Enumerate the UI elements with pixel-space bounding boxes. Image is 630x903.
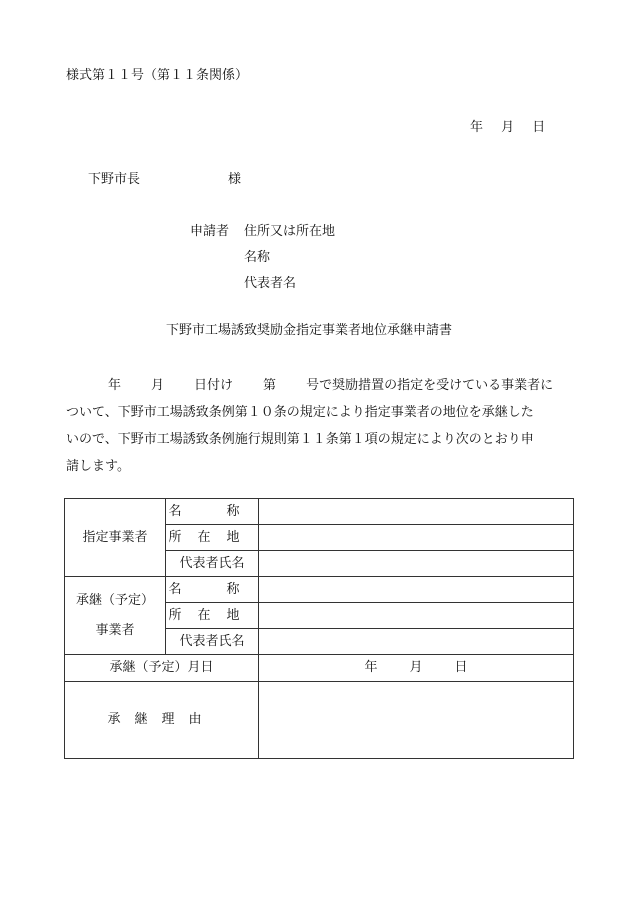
designated-label: 指定事業者 bbox=[82, 529, 148, 545]
succession-reason-value[interactable] bbox=[259, 682, 574, 759]
successor-name-label: 名 称 bbox=[166, 577, 259, 603]
table-row bbox=[65, 682, 574, 759]
table-row bbox=[65, 499, 574, 525]
designated-name-value[interactable] bbox=[259, 499, 574, 525]
applicant-name-label: 名称 bbox=[244, 250, 271, 265]
body-month: 月 bbox=[151, 378, 165, 393]
designated-address-label: 所在地 bbox=[166, 525, 259, 551]
successor-label-cell bbox=[65, 577, 166, 655]
body-day-ref: 日付け bbox=[194, 378, 234, 393]
succession-date-year: 年 bbox=[364, 660, 378, 676]
application-table bbox=[64, 498, 574, 759]
successor-label-1: 承継（予定） bbox=[75, 593, 154, 608]
successor-address-value[interactable] bbox=[259, 603, 574, 629]
succession-date-day: 日 bbox=[454, 660, 468, 676]
succession-date-label: 承継（予定）月日 bbox=[65, 655, 259, 682]
addressee bbox=[88, 173, 241, 186]
body-text bbox=[66, 372, 566, 480]
succession-date-month: 月 bbox=[409, 660, 423, 676]
body-dai: 第 bbox=[263, 378, 277, 393]
designated-rep-value[interactable] bbox=[259, 551, 574, 577]
successor-name-value[interactable] bbox=[259, 577, 574, 603]
body-line-3: いので、下野市工場誘致条例施行規則第１１条第１項の規定により次のとおり申 bbox=[66, 432, 534, 447]
table-row bbox=[65, 577, 574, 603]
designated-name-label: 名 称 bbox=[166, 499, 259, 525]
applicant-rep-label: 代表者名 bbox=[244, 276, 297, 291]
applicant-label: 申請者 bbox=[190, 224, 230, 239]
designated-label-cell bbox=[65, 499, 166, 577]
designated-address-value[interactable] bbox=[259, 525, 574, 551]
form-number: 様式第１１号（第１１条関係） bbox=[66, 68, 249, 83]
body-rest-line1: 号で奨励措置の指定を受けている事業者に bbox=[306, 378, 554, 393]
body-line-1 bbox=[66, 372, 566, 399]
applicant-address-label: 住所又は所在地 bbox=[244, 224, 336, 239]
succession-date-value[interactable] bbox=[259, 655, 574, 682]
successor-rep-label: 代表者氏名 bbox=[166, 629, 259, 655]
successor-address-label: 所在地 bbox=[166, 603, 259, 629]
successor-rep-value[interactable] bbox=[259, 629, 574, 655]
document-title: 下野市工場誘致奨励金指定事業者地位承継申請書 bbox=[166, 323, 453, 338]
table-row bbox=[65, 655, 574, 682]
body-year: 年 bbox=[108, 378, 122, 393]
successor-label-2: 事業者 bbox=[95, 622, 135, 638]
date-line: 年 月 日 bbox=[470, 120, 546, 135]
body-line-4: 請します。 bbox=[66, 459, 130, 474]
succession-reason-label: 承継理由 bbox=[65, 682, 259, 759]
addressee-name: 下野市長 bbox=[88, 172, 141, 187]
designated-rep-label: 代表者氏名 bbox=[166, 551, 259, 577]
body-line-2: ついて、下野市工場誘致条例第１０条の規定により指定事業者の地位を承継した bbox=[66, 405, 534, 420]
addressee-honorific: 様 bbox=[228, 172, 242, 187]
